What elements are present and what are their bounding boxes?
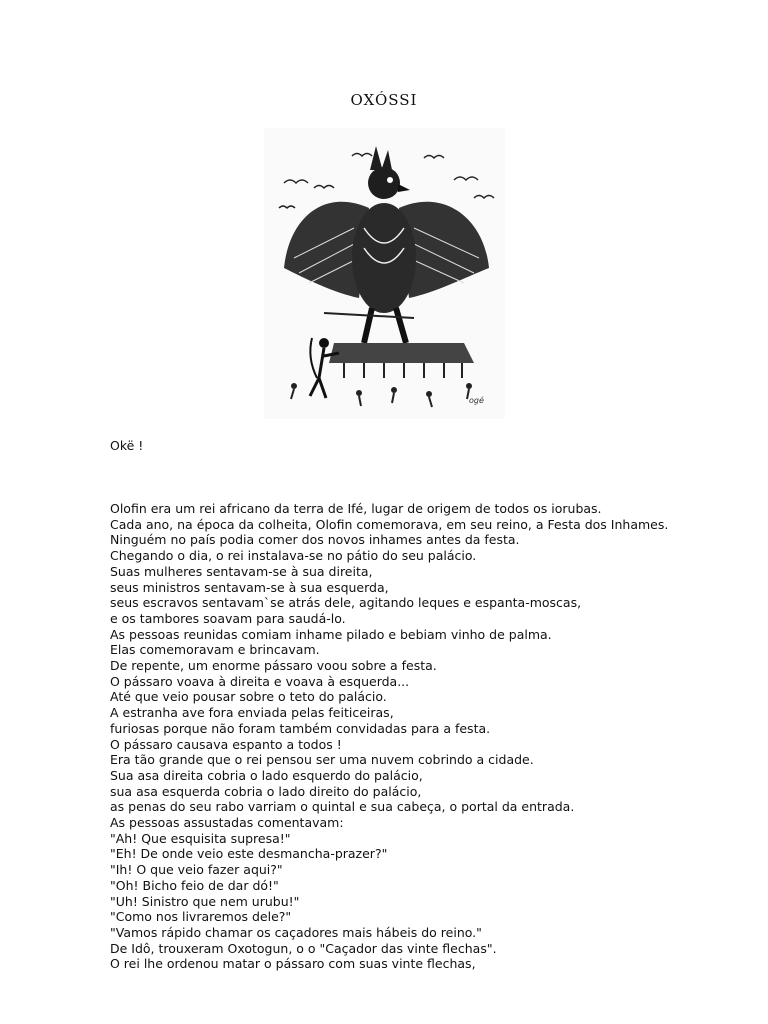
poem-line: seus ministros sentavam-se à sua esquerda,	[110, 579, 389, 595]
poem-line: A estranha ave fora enviada pelas feiticeiras,	[110, 705, 394, 721]
poem-line: As pessoas assustadas comentavam:	[110, 815, 344, 831]
poem-line: Sua asa direita cobria o lado esquerdo do palácio,	[110, 767, 423, 783]
poem-line: "Uh! Sinistro que nem urubu!"	[110, 893, 300, 909]
poem-line: De Idô, trouxeram Oxotogun, o o "Caçador das vinte flechas".	[110, 940, 497, 956]
poem-line: Olofin era um rei africano da terra de Ifé, lugar de origem de todos os iorubas.	[110, 501, 602, 516]
poem-line: De repente, um enorme pássaro voou sobre a festa.	[110, 658, 437, 674]
poem-line: "Ah! Que esquisita supresa!"	[110, 830, 291, 846]
poem-line: "Vamos rápido chamar os caçadores mais hábeis do reino."	[110, 924, 482, 940]
poem-line: O pássaro voava à direita e voava à esquerda...	[110, 673, 410, 689]
illustration-signature: ogé	[469, 396, 484, 405]
poem-line: Ninguém no país podia comer dos novos inhames antes da festa.	[110, 532, 520, 548]
poem-line: sua asa esquerda cobria o lado direito do palácio,	[110, 783, 422, 799]
poem-line: "Oh! Bicho feio de dar dó!"	[110, 877, 279, 893]
poem-body	[110, 501, 730, 972]
poem-line: as penas do seu rabo varriam o quintal e sua cabeça, o portal da entrada.	[110, 799, 575, 815]
poem-line: Até que veio pousar sobre o teto do palácio.	[110, 689, 387, 705]
poem-line: Elas comemoravam e brincavam.	[110, 642, 320, 658]
document-title: OXÓSSI	[350, 91, 418, 109]
poem-line: Chegando o dia, o rei instalava-se no pátio do seu palácio.	[110, 548, 477, 564]
poem-line: furiosas porque não foram também convidadas para a festa.	[110, 720, 491, 736]
poem-line: O rei lhe ordenou matar o pássaro com suas vinte flechas,	[110, 956, 476, 972]
greeting-text: Okë !	[110, 438, 144, 453]
poem-line: O pássaro causava espanto a todos !	[110, 736, 342, 752]
poem-line: "Como nos livraremos dele?"	[110, 909, 292, 925]
poem-line: "Ih! O que veio fazer aqui?"	[110, 862, 283, 878]
bird-illustration	[264, 128, 505, 419]
poem-line: "Eh! De onde veio este desmancha-prazer?"	[110, 846, 388, 862]
poem-line: As pessoas reunidas comiam inhame pilado e bebiam vinho de palma.	[110, 626, 552, 642]
poem-line: Cada ano, na época da colheita, Olofin comemorava, em seu reino, a Festa dos Inhames.	[110, 516, 669, 532]
poem-line: Era tão grande que o rei pensou ser uma nuvem cobrindo a cidade.	[110, 752, 534, 768]
poem-line: seus escravos sentavam`se atrás dele, agitando leques e espanta-moscas,	[110, 595, 582, 611]
poem-line: Suas mulheres sentavam-se à sua direita,	[110, 563, 373, 579]
poem-line: e os tambores soavam para saudá-lo.	[110, 610, 346, 626]
